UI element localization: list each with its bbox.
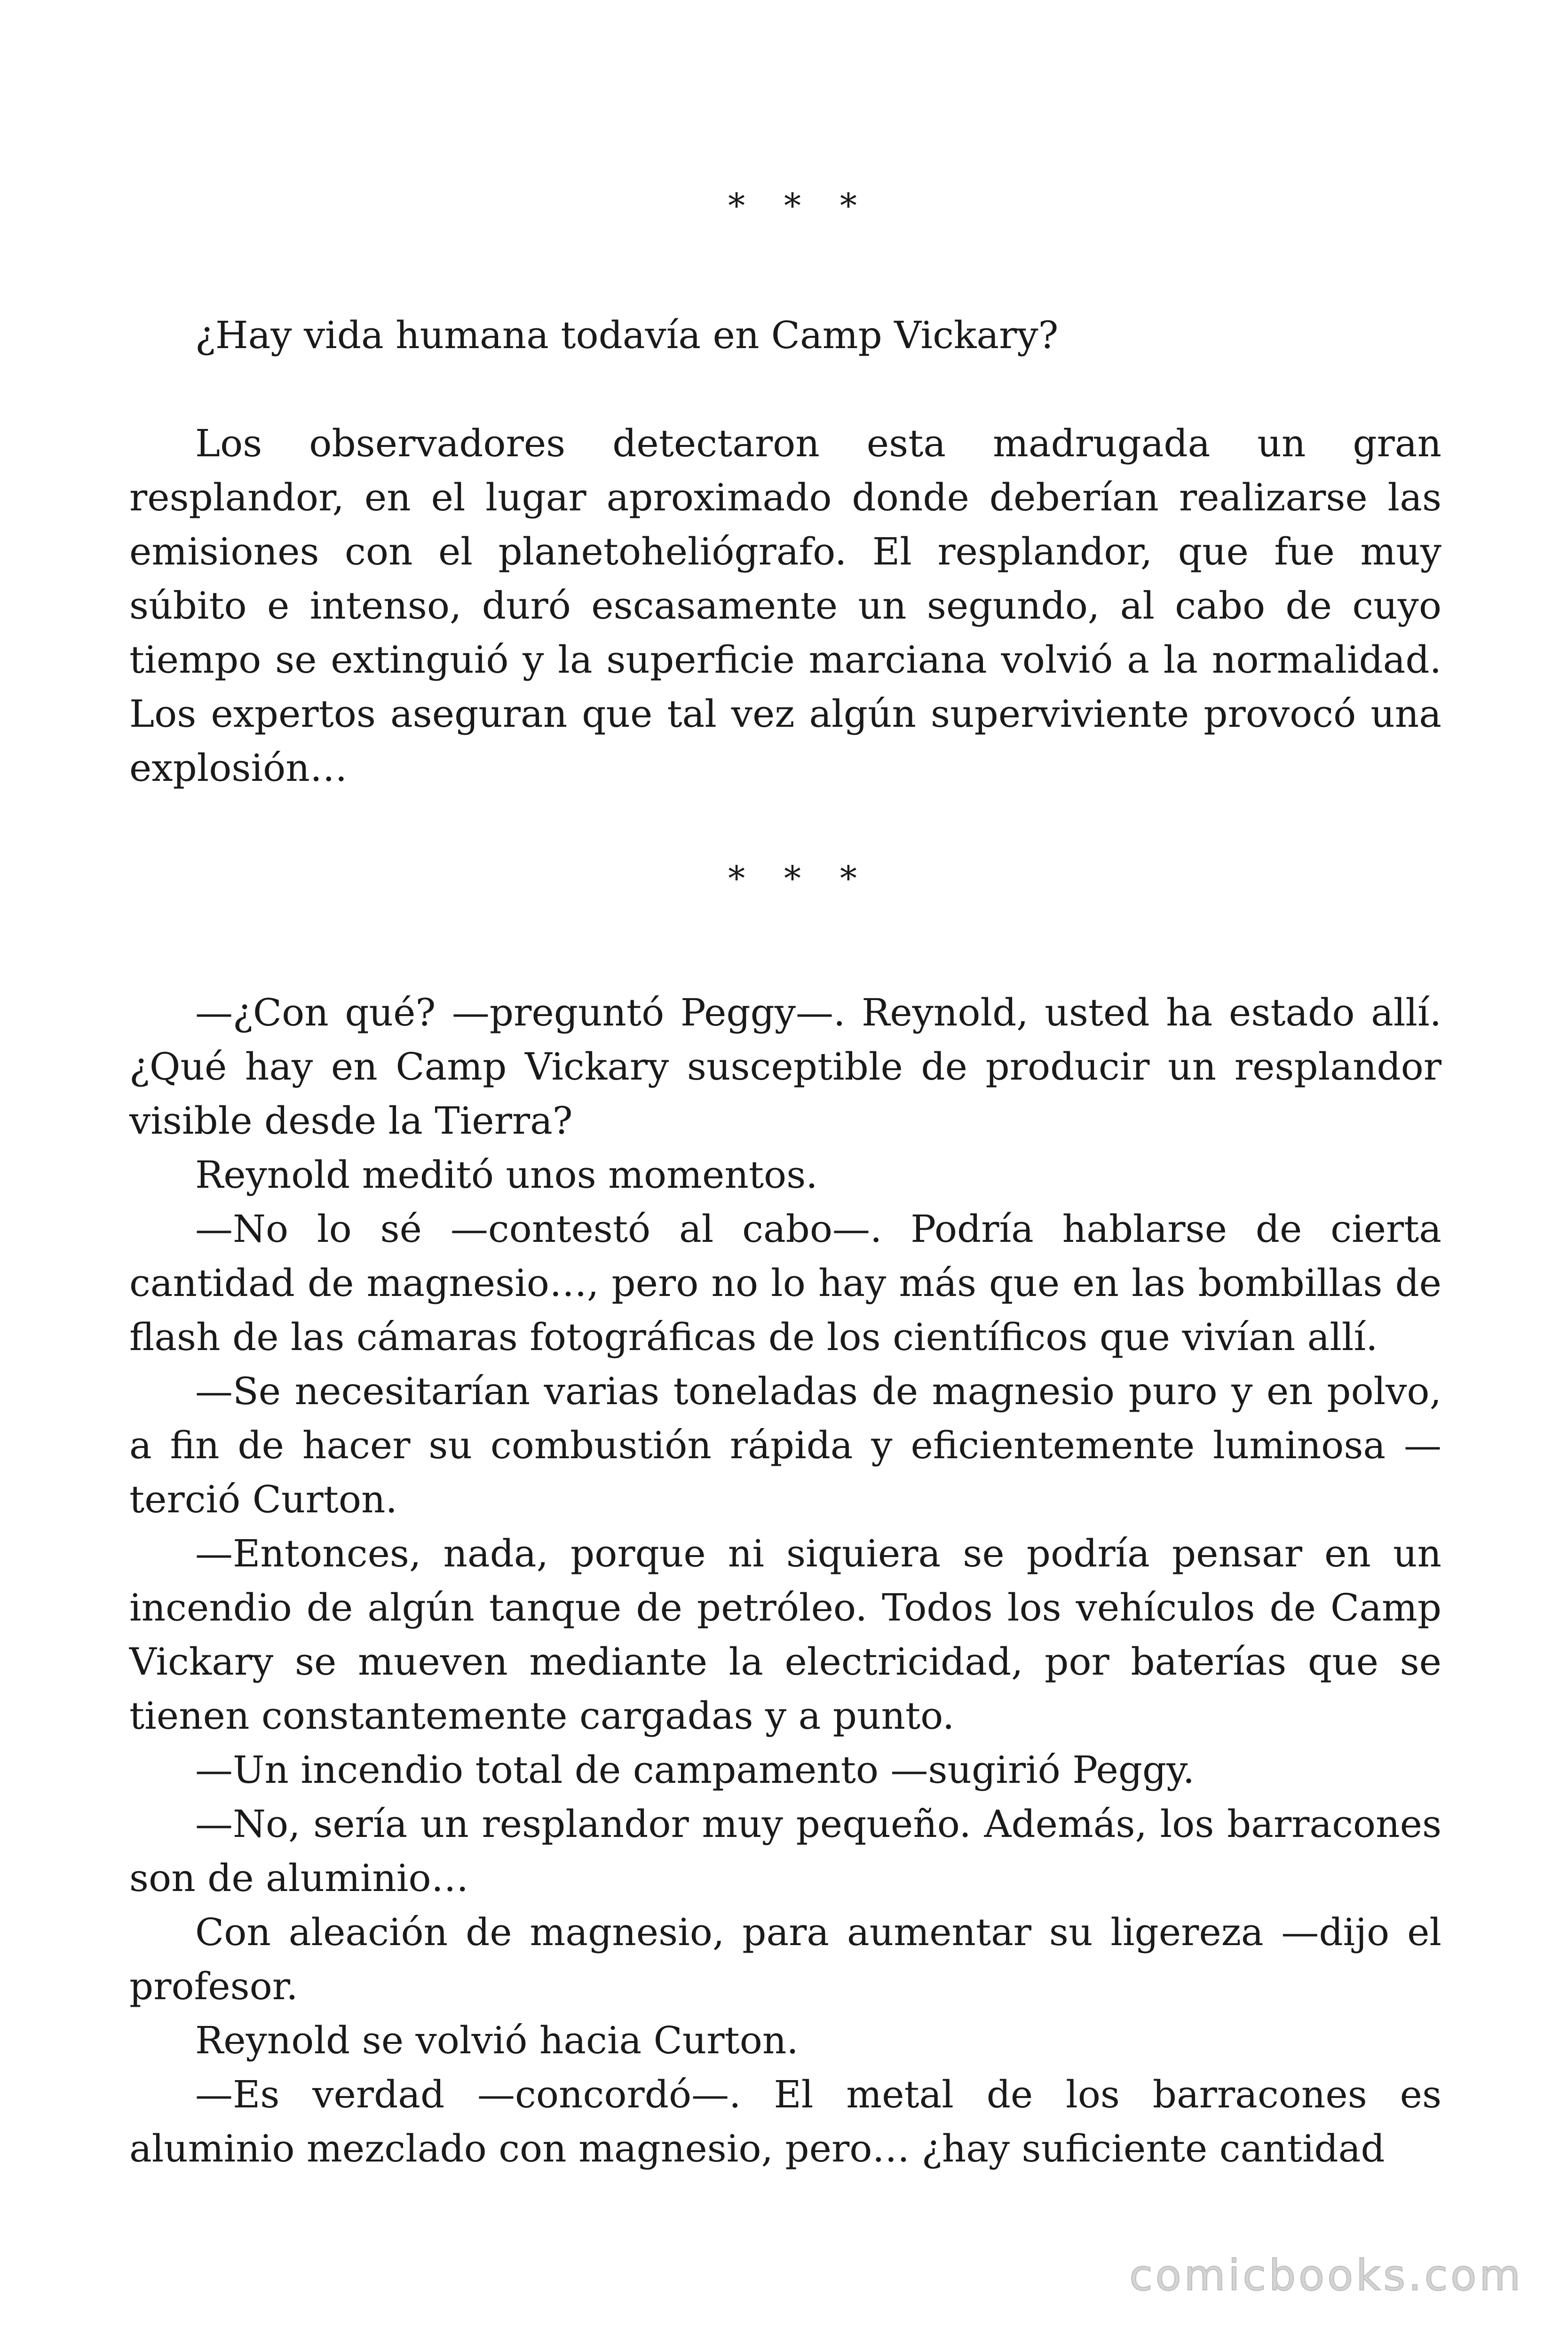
paragraph: —Se necesitarían varias toneladas de magnesio puro y en polvo, a fin de hacer su combustión rápida y eficientemente luminosa —terció Curton. <box>129 1369 1441 1521</box>
paragraph: —¿Con qué? —preguntó Peggy—. Reynold, usted ha estado allí. ¿Qué hay en Camp Vickary susceptible de producir un resplandor visible desde la Tierra? <box>129 991 1441 1143</box>
paragraph: Reynold meditó unos momentos. <box>195 1153 818 1197</box>
paragraph: —Entonces, nada, porque ni siquiera se podría pensar en un incendio de algún tanque de petróleo. Todos los vehículos de Camp Vickary se mueven mediante la electricidad, por baterías que se tienen constantemente cargadas y a punto. <box>129 1532 1441 1738</box>
section-separator: * * * <box>728 858 871 898</box>
paragraph: —No lo sé —contestó al cabo—. Podría hablarse de cierta cantidad de magnesio…, pero no lo hay más que en las bombillas de flash de las cámaras fotográficas de los científicos que vivían allí. <box>129 1207 1441 1359</box>
section-separator: * * * <box>728 186 871 225</box>
paragraph: Reynold se volvió hacia Curton. <box>195 2018 799 2062</box>
paragraph: —No, sería un resplandor muy pequeño. Además, los barracones son de aluminio… <box>129 1802 1441 1900</box>
paragraph: Los observadores detectaron esta madrugada un gran resplandor, en el lugar aproximado donde deberían realizarse las emisiones con el planetoheliógrafo. El resplandor, que fue muy súbito e intenso, duró escasamente un segundo, al cabo de cuyo tiempo se extinguió y la superficie marciana volvió a la normalidad. Los expertos aseguran que tal vez algún superviviente provocó una explosión… <box>129 421 1441 790</box>
paragraph: —Es verdad —concordó—. El metal de los barracones es aluminio mezclado con magnesio, pero… ¿hay suficiente cantidad <box>129 2073 1441 2170</box>
watermark-logo: comicbooks.com <box>1129 2251 1523 2300</box>
paragraph: ¿Hay vida humana todavía en Camp Vickary? <box>195 313 1059 357</box>
paragraph: —Un incendio total de campamento —sugirió Peggy. <box>195 1748 1195 1792</box>
paragraph: Con aleación de magnesio, para aumentar su ligereza —dijo el profesor. <box>129 1910 1441 2008</box>
book-page <box>129 179 1441 2176</box>
